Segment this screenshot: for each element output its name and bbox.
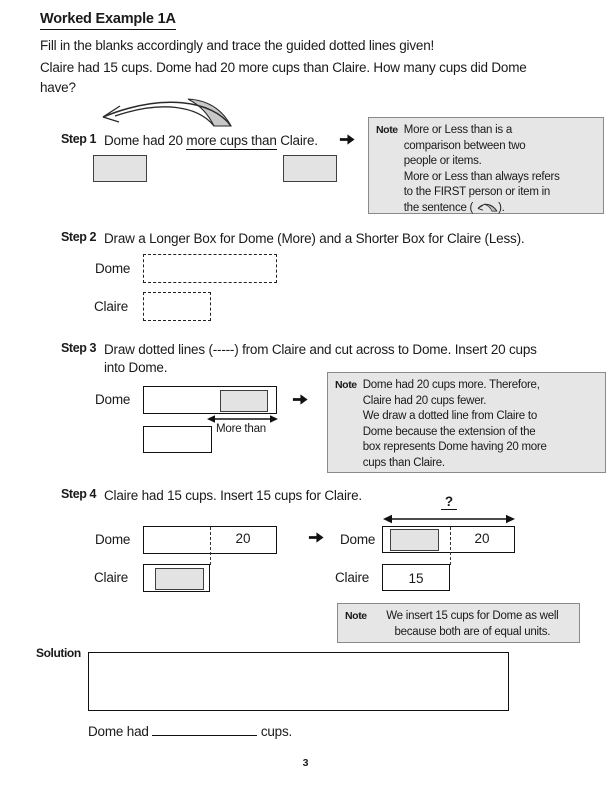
note3-line2: because both are of equal units.: [394, 625, 551, 638]
step1-text-pre: Dome had 20: [104, 133, 187, 148]
step4-right-dome-value: 20: [474, 531, 490, 546]
step2-text: Draw a Longer Box for Dome (More) and a Shorter Box for Claire (Less).: [104, 231, 525, 246]
step1-dome-answer-box[interactable]: [93, 155, 147, 182]
note1-line6: [404, 201, 560, 217]
step4-left-claire-label: Claire: [94, 570, 129, 585]
solution-sentence-pre: Dome had: [88, 724, 149, 739]
step4-label: Step 4: [61, 487, 97, 501]
solution-sentence-post: cups.: [260, 724, 293, 739]
note1-line4: More or Less than always refers: [403, 170, 560, 183]
step1-text: [104, 131, 318, 151]
note3-text: [373, 609, 572, 640]
note2-line2: Claire had 20 cups fewer.: [362, 394, 487, 407]
note1-line2: comparison between two: [403, 139, 526, 152]
curved-arrow-icon: [94, 98, 236, 129]
note1-box: [368, 117, 604, 214]
note3-line1: We insert 15 cups for Dome as well: [386, 610, 559, 622]
note2-line3: We draw a dotted line from Claire to: [362, 410, 537, 422]
note2-box: [327, 372, 606, 473]
step4-question-mark: ?: [441, 494, 457, 510]
step3-text-line2: into Dome.: [104, 360, 168, 375]
note1-line5: to the FIRST person or item in: [403, 186, 551, 198]
step3-claire-bar: [143, 426, 212, 453]
step1-label: Step 1: [61, 132, 97, 146]
note1-line6-post: ).: [498, 201, 505, 214]
note1-line6-pre: the sentence (: [403, 201, 474, 214]
note2-line5: box represents Dome having 20 more: [362, 441, 547, 453]
step4-left-dome-value: 20: [235, 531, 251, 546]
step4-left-dome-label: Dome: [95, 532, 131, 547]
right-arrow-icon: [292, 393, 308, 406]
step2-claire-dashed-box[interactable]: [143, 292, 211, 321]
note3-label: Note: [345, 610, 367, 622]
step4-left-dashed-line: [210, 527, 211, 565]
solution-blank[interactable]: [152, 721, 257, 736]
problem-text-line1: Claire had 15 cups. Dome had 20 more cups than Claire. How many cups did Dome: [40, 60, 527, 75]
right-arrow-icon: [308, 531, 324, 544]
note2-label: Note: [335, 379, 357, 391]
note2-text: [363, 378, 547, 471]
step4-right-claire-label: Claire: [335, 570, 370, 585]
right-arrow-icon: [339, 133, 355, 146]
solution-sentence: [88, 721, 292, 742]
more-than-label: More than: [216, 423, 266, 435]
note2-line4: Dome because the extension of the: [362, 425, 536, 438]
step1-text-post: Claire.: [276, 133, 318, 148]
step4-left-claire-answer-box[interactable]: [155, 568, 204, 590]
step3-inserted-cups-box[interactable]: [220, 390, 268, 412]
step2-dome-dashed-box[interactable]: [143, 254, 277, 283]
step4-right-dome-label: Dome: [340, 532, 376, 547]
note1-line3: people or items.: [403, 155, 482, 167]
total-double-arrow-icon: [383, 513, 515, 525]
step4-text: Claire had 15 cups. Insert 15 cups for Claire.: [104, 488, 362, 503]
mini-curved-arrow-icon: [476, 203, 498, 212]
note1-line1: More or Less than is a: [403, 124, 513, 136]
step4-right-dashed-line: [450, 527, 451, 565]
step2-claire-label: Claire: [94, 299, 129, 314]
page-number: 3: [302, 757, 309, 769]
note1-label: Note: [376, 124, 398, 136]
step3-label: Step 3: [61, 341, 97, 355]
step2-label: Step 2: [61, 230, 97, 244]
step1-claire-answer-box[interactable]: [283, 155, 337, 182]
note1-text: [404, 123, 560, 216]
solution-label: Solution: [36, 646, 81, 660]
page-title: Worked Example 1A: [40, 11, 176, 30]
step1-text-underlined: more cups than: [186, 133, 277, 148]
step4-right-dome-answer-box[interactable]: [390, 529, 439, 551]
note2-line6: cups than Claire.: [362, 456, 445, 469]
solution-answer-area[interactable]: [88, 652, 509, 711]
step3-dome-label: Dome: [95, 392, 131, 407]
note2-line1: Dome had 20 cups more. Therefore,: [362, 379, 540, 391]
step4-right-claire-bar: 15: [382, 564, 450, 591]
instruction-text: Fill in the blanks accordingly and trace the guided dotted lines given!: [40, 38, 435, 53]
step3-text-line1: Draw dotted lines (-----) from Claire and cut across to Dome. Insert 20 cups: [104, 342, 537, 357]
step2-dome-label: Dome: [95, 261, 131, 276]
note3-box: [337, 603, 580, 643]
problem-text-line2: have?: [40, 80, 76, 95]
